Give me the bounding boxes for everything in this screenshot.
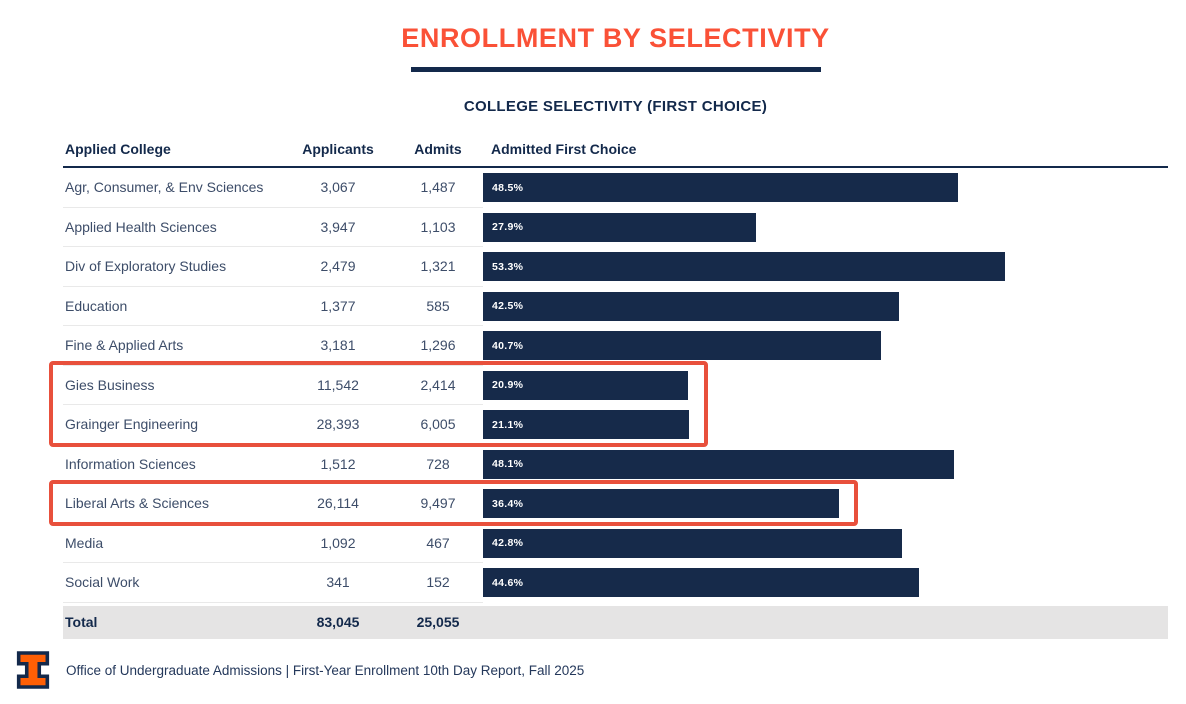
- row-cells: [63, 524, 483, 564]
- bar-track: [483, 208, 1168, 248]
- row-cells: [63, 405, 483, 445]
- bar-track: [483, 247, 1168, 287]
- total-applicants: 83,045: [316, 614, 360, 630]
- college-name: Grainger Engineering: [65, 416, 199, 433]
- applicants-value: 28,393: [316, 416, 360, 433]
- bar-percentage-label: 44.6%: [492, 576, 524, 589]
- admits-value: 585: [426, 297, 450, 314]
- table-row: [63, 168, 1168, 208]
- bar-percentage-label: 27.9%: [492, 221, 524, 234]
- admitted-first-choice-bar: [483, 410, 689, 439]
- bar-percentage-label: 48.5%: [492, 181, 524, 194]
- table-row: [63, 563, 1168, 603]
- table-row: [63, 445, 1168, 485]
- applicants-value: 3,067: [320, 179, 356, 196]
- bar-track: [483, 287, 1168, 327]
- footer-source-text: Office of Undergraduate Admissions | First-Year Enrollment 10th Day Report, Fall 2025: [66, 662, 585, 678]
- applicants-value: 1,092: [320, 534, 356, 551]
- college-name: Gies Business: [65, 376, 155, 393]
- college-name: Applied Health Sciences: [65, 218, 217, 235]
- bar-track: [483, 168, 1168, 208]
- admitted-first-choice-bar: [483, 568, 919, 597]
- total-row: [63, 606, 1168, 639]
- table-row: [63, 208, 1168, 248]
- col-header-applied-college: Applied College: [65, 141, 171, 157]
- row-cells: [63, 366, 483, 406]
- admits-value: 1,296: [420, 337, 456, 354]
- admitted-first-choice-bar: [483, 529, 902, 558]
- college-name: Education: [65, 297, 128, 314]
- page-title: ENROLLMENT BY SELECTIVITY: [401, 23, 830, 53]
- col-header-admitted-first-choice: Admitted First Choice: [491, 141, 637, 157]
- table-row: [63, 326, 1168, 366]
- college-name: Div of Exploratory Studies: [65, 258, 227, 275]
- bar-percentage-label: 48.1%: [492, 458, 524, 471]
- admitted-first-choice-bar: [483, 489, 839, 518]
- college-name: Social Work: [65, 574, 140, 591]
- table-row: [63, 287, 1168, 327]
- report-header: [63, 0, 1168, 115]
- table-row: [63, 524, 1168, 564]
- row-cells: [63, 563, 483, 603]
- admits-value: 728: [426, 455, 450, 472]
- bar-percentage-label: 42.8%: [492, 537, 524, 550]
- table-row: [63, 405, 1168, 445]
- admitted-first-choice-bar: [483, 450, 954, 479]
- applicants-value: 2,479: [320, 258, 356, 275]
- row-cells: [63, 247, 483, 287]
- college-name: Information Sciences: [65, 455, 196, 472]
- row-cells: [63, 208, 483, 248]
- bar-percentage-label: 40.7%: [492, 339, 524, 352]
- row-cells: [63, 484, 483, 524]
- bar-track: [483, 326, 1168, 366]
- report-footer: [16, 650, 584, 690]
- admitted-first-choice-bar: [483, 252, 1005, 281]
- table-body: [63, 168, 1168, 603]
- bar-track: [483, 405, 1168, 445]
- admitted-first-choice-bar: [483, 371, 688, 400]
- applicants-value: 11,542: [317, 376, 359, 393]
- admits-value: 152: [426, 574, 450, 591]
- row-cells: [63, 287, 483, 327]
- college-name: Liberal Arts & Sciences: [65, 495, 209, 512]
- admitted-first-choice-bar: [483, 292, 899, 321]
- bar-percentage-label: 36.4%: [492, 497, 524, 510]
- bar-percentage-label: 20.9%: [492, 379, 524, 392]
- applicants-value: 1,377: [320, 297, 356, 314]
- college-name: Media: [65, 534, 104, 551]
- section-subtitle: COLLEGE SELECTIVITY (FIRST CHOICE): [463, 98, 768, 115]
- bar-track: [483, 445, 1168, 485]
- table-row: [63, 366, 1168, 406]
- bar-percentage-label: 53.3%: [492, 260, 524, 273]
- applicants-value: 1,512: [320, 455, 356, 472]
- selectivity-table: [63, 132, 1168, 639]
- table-row: [63, 247, 1168, 287]
- admits-value: 9,497: [420, 495, 456, 512]
- table-header-row: [63, 132, 1168, 168]
- illinois-block-i-logo: [16, 650, 50, 690]
- admits-value: 2,414: [420, 376, 456, 393]
- admitted-first-choice-bar: [483, 213, 756, 242]
- title-underline: [411, 67, 821, 72]
- admits-value: 1,321: [420, 258, 456, 275]
- admits-value: 6,005: [420, 416, 456, 433]
- bar-track: [483, 366, 1168, 406]
- admitted-first-choice-bar: [483, 173, 958, 202]
- total-admits: 25,055: [416, 614, 460, 630]
- college-name: Fine & Applied Arts: [65, 337, 184, 354]
- total-label: Total: [65, 614, 98, 630]
- admits-value: 467: [426, 534, 450, 551]
- admitted-first-choice-bar: [483, 331, 881, 360]
- bar-percentage-label: 42.5%: [492, 300, 524, 313]
- row-cells: [63, 168, 483, 208]
- col-header-applicants: Applicants: [302, 141, 374, 157]
- applicants-value: 3,947: [320, 218, 356, 235]
- applicants-value: 341: [326, 574, 350, 591]
- bar-track: [483, 484, 1168, 524]
- applicants-value: 26,114: [317, 495, 359, 512]
- college-name: Agr, Consumer, & Env Sciences: [65, 179, 264, 196]
- bar-track: [483, 563, 1168, 603]
- row-cells: [63, 326, 483, 366]
- bar-percentage-label: 21.1%: [492, 418, 524, 431]
- bar-track: [483, 524, 1168, 564]
- col-header-admits: Admits: [414, 141, 462, 157]
- table-row: [63, 484, 1168, 524]
- applicants-value: 3,181: [320, 337, 356, 354]
- row-cells: [63, 445, 483, 485]
- admits-value: 1,103: [420, 218, 456, 235]
- admits-value: 1,487: [420, 179, 456, 196]
